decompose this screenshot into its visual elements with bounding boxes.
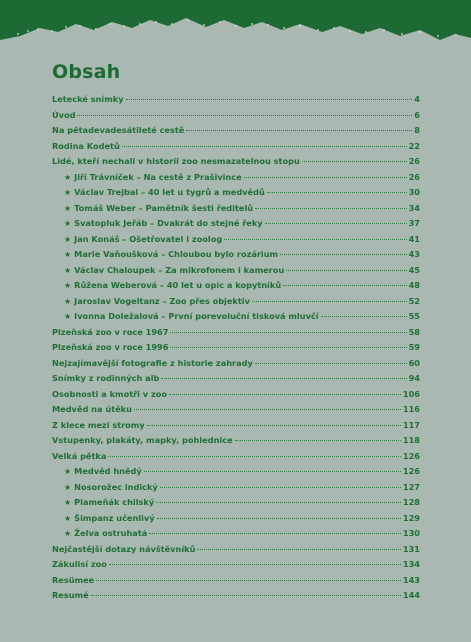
toc-entry[interactable] — [52, 311, 420, 327]
toc-entry-page: 129 — [402, 512, 420, 523]
star-icon: ★ — [64, 482, 72, 492]
toc-entry-page: 34 — [408, 202, 420, 213]
star-icon: ★ — [64, 172, 72, 182]
star-icon: ★ — [64, 498, 72, 507]
star-icon: ★ — [64, 188, 72, 197]
toc-entry-label: Rodina Kodetů — [52, 140, 120, 151]
toc-entry-page: 4 — [414, 94, 420, 104]
toc-entry-label: Velká pětka — [52, 450, 107, 461]
dot-leader — [267, 192, 407, 193]
toc-entry[interactable] — [52, 528, 420, 544]
toc-entry-page: 94 — [408, 373, 420, 383]
toc-entry-label: Plameňák chilský — [74, 497, 155, 507]
toc-entry-label: Plzeňská zoo v roce 1996 — [52, 342, 169, 352]
toc-entry[interactable] — [52, 187, 420, 203]
toc-entry-page: 130 — [402, 528, 420, 538]
dot-leader — [122, 146, 407, 147]
toc-entry-label: Z klece mezi stromy — [52, 419, 145, 430]
toc-entry-page: 37 — [408, 218, 420, 228]
toc-entry-label: Letecké snímky — [52, 94, 124, 104]
toc-entry[interactable] — [52, 296, 420, 312]
toc-entry-label: Jiří Trávníček – Na cestě z Prašivince — [74, 171, 242, 182]
dot-leader — [244, 177, 407, 178]
toc-entry-label: Růžena Weberová – 40 let u opic a kopytníků — [74, 280, 282, 290]
toc-entry[interactable] — [52, 265, 420, 281]
toc-entry[interactable] — [52, 327, 420, 343]
toc-entry-page: 118 — [402, 435, 420, 445]
toc-entry-label: Ivonna Doležalová – První porevoluční tisková mluvčí — [74, 311, 319, 321]
dot-leader — [235, 440, 401, 441]
toc-entry-label: Šimpanz učenlivý — [74, 512, 155, 523]
toc-entry[interactable] — [52, 497, 420, 513]
toc-entry-label: Marie Vaňoušková – Chloubou bylo rozárium — [74, 249, 279, 259]
dot-leader — [255, 208, 407, 209]
toc-entry-label: Václav Trejbal – 40 let u tygrů a medvědů — [74, 187, 265, 197]
toc-entry[interactable] — [52, 125, 420, 141]
dot-leader — [160, 487, 401, 488]
toc-entry-label: Na pětadevadesátileté cestě — [52, 125, 185, 135]
toc-entry-page: 131 — [402, 543, 420, 554]
star-icon: ★ — [64, 513, 72, 523]
toc-entry[interactable] — [52, 141, 420, 157]
toc-entry-page: 43 — [408, 249, 420, 259]
toc-entry-label: Resumé — [52, 590, 89, 600]
toc-entry-page: 134 — [402, 559, 420, 569]
star-icon: ★ — [64, 219, 72, 228]
toc-entry-page: 126 — [402, 450, 420, 461]
toc-entry-page: 22 — [408, 140, 420, 151]
toc-entry-label: Nejčastější dotazy návštěvníků — [52, 543, 196, 554]
dot-leader — [265, 223, 407, 224]
toc-entry[interactable] — [52, 559, 420, 575]
toc-entry-page: 30 — [408, 187, 420, 197]
toc-entry[interactable] — [52, 249, 420, 265]
toc-entry-label: Jan Konáš – Ošetřovatel i zoolog — [74, 233, 223, 244]
dot-leader — [252, 301, 407, 302]
star-icon: ★ — [64, 312, 72, 321]
toc-entry-label: Nejzajímavější fotografie z historie zahrady — [52, 357, 253, 368]
toc-entry[interactable] — [52, 234, 420, 250]
toc-entry-page: 128 — [402, 497, 420, 507]
dot-leader — [77, 115, 412, 116]
star-icon: ★ — [64, 250, 72, 259]
dot-leader — [169, 394, 401, 395]
dot-leader — [134, 409, 401, 410]
toc-entry-page: 116 — [402, 404, 420, 414]
toc-entry-page: 127 — [402, 481, 420, 492]
dot-leader — [286, 270, 406, 271]
dot-leader — [91, 595, 401, 596]
toc-entry[interactable] — [52, 218, 420, 234]
toc-entry-page: 48 — [408, 280, 420, 290]
toc-entry-label: Medvěd hnědý — [74, 466, 142, 476]
dot-leader — [255, 363, 407, 364]
toc-entry-page: 26 — [408, 156, 420, 166]
star-icon: ★ — [64, 265, 72, 275]
toc-entry[interactable] — [52, 280, 420, 296]
toc-entry[interactable] — [52, 420, 420, 436]
dot-leader — [186, 130, 412, 131]
toc-entry-page: 117 — [402, 419, 420, 430]
dot-leader — [161, 378, 406, 379]
toc-entry[interactable] — [52, 342, 420, 358]
toc-entry[interactable] — [52, 389, 420, 405]
toc-entry-page: 52 — [408, 295, 420, 306]
dot-leader — [302, 161, 407, 162]
toc-entry-label: Plzeňská zoo v roce 1967 — [52, 326, 169, 337]
table-of-contents — [52, 94, 420, 606]
header-decoration — [0, 0, 471, 60]
dot-leader — [144, 471, 401, 472]
toc-entry-page: 58 — [408, 326, 420, 337]
toc-entry[interactable] — [52, 358, 420, 374]
star-icon: ★ — [64, 281, 72, 290]
toc-entry-page: 60 — [408, 357, 420, 368]
toc-entry-label: Resümee — [52, 574, 95, 585]
toc-entry-page: 8 — [414, 125, 420, 135]
toc-entry-page: 106 — [402, 388, 420, 399]
toc-entry-label: Lidé, kteří nechali v historii zoo nesmazatelnou stopu — [52, 156, 300, 166]
dot-leader — [147, 425, 401, 426]
toc-entry[interactable] — [52, 404, 420, 420]
toc-entry-label: Nosorožec indický — [74, 481, 158, 492]
toc-entry-label: Osobnosti a kmotři v zoo — [52, 388, 168, 399]
toc-entry-page: 45 — [408, 264, 420, 275]
toc-entry-page: 6 — [414, 109, 420, 120]
toc-entry[interactable] — [52, 203, 420, 219]
toc-entry[interactable] — [52, 451, 420, 467]
toc-entry[interactable] — [52, 482, 420, 498]
toc-entry[interactable] — [52, 94, 420, 110]
toc-entry-label: Vstupenky, plakáty, mapky, pohlednice — [52, 435, 233, 445]
toc-entry[interactable] — [52, 435, 420, 451]
dot-leader — [321, 316, 407, 317]
dot-leader — [126, 99, 413, 100]
star-icon: ★ — [64, 203, 72, 213]
dot-leader — [224, 239, 406, 240]
toc-entry-label: Svatopluk Jeřáb – Dvakrát do stejné řeky — [74, 218, 263, 228]
toc-entry-label: Zákulisí zoo — [52, 559, 107, 569]
toc-entry[interactable] — [52, 110, 420, 126]
toc-entry-label: Václav Chaloupek – Za mikrofonem i kamerou — [74, 264, 285, 275]
star-icon: ★ — [64, 296, 72, 306]
dot-leader — [280, 254, 407, 255]
toc-entry-label: Medvěd na útěku — [52, 404, 132, 414]
dot-leader — [109, 564, 401, 565]
toc-entry-page: 144 — [402, 590, 420, 600]
star-icon: ★ — [64, 234, 72, 244]
dot-leader — [96, 580, 401, 581]
toc-entry-page: 59 — [408, 342, 420, 352]
star-icon: ★ — [64, 467, 72, 476]
toc-entry-page: 26 — [408, 171, 420, 182]
toc-entry-label: Želva ostruhatá — [74, 528, 148, 538]
toc-entry-label: Úvod — [52, 109, 76, 120]
toc-entry-label: Tomáš Weber – Pamětník šesti ředitelů — [74, 202, 254, 213]
toc-entry[interactable] — [52, 513, 420, 529]
toc-entry[interactable] — [52, 172, 420, 188]
dot-leader — [108, 456, 401, 457]
toc-entry[interactable] — [52, 575, 420, 591]
dot-leader — [170, 332, 406, 333]
toc-entry[interactable] — [52, 156, 420, 172]
toc-entry[interactable] — [52, 373, 420, 389]
toc-entry-page: 41 — [408, 233, 420, 244]
dot-leader — [157, 518, 401, 519]
toc-entry[interactable] — [52, 466, 420, 482]
toc-entry-page: 143 — [402, 574, 420, 585]
toc-entry[interactable] — [52, 544, 420, 560]
toc-entry[interactable] — [52, 590, 420, 606]
toc-entry-page: 126 — [402, 466, 420, 476]
star-icon: ★ — [64, 529, 72, 538]
toc-entry-label: Snímky z rodinných alb — [52, 373, 160, 383]
dot-leader — [149, 533, 401, 534]
dot-leader — [156, 502, 401, 503]
toc-entry-label: Jaroslav Vogeltanz – Zoo přes objektiv — [74, 295, 250, 306]
dot-leader — [170, 347, 406, 348]
page-title: Obsah — [52, 61, 121, 83]
dot-leader — [197, 549, 400, 550]
dot-leader — [283, 285, 406, 286]
toc-entry-page: 55 — [408, 311, 420, 321]
